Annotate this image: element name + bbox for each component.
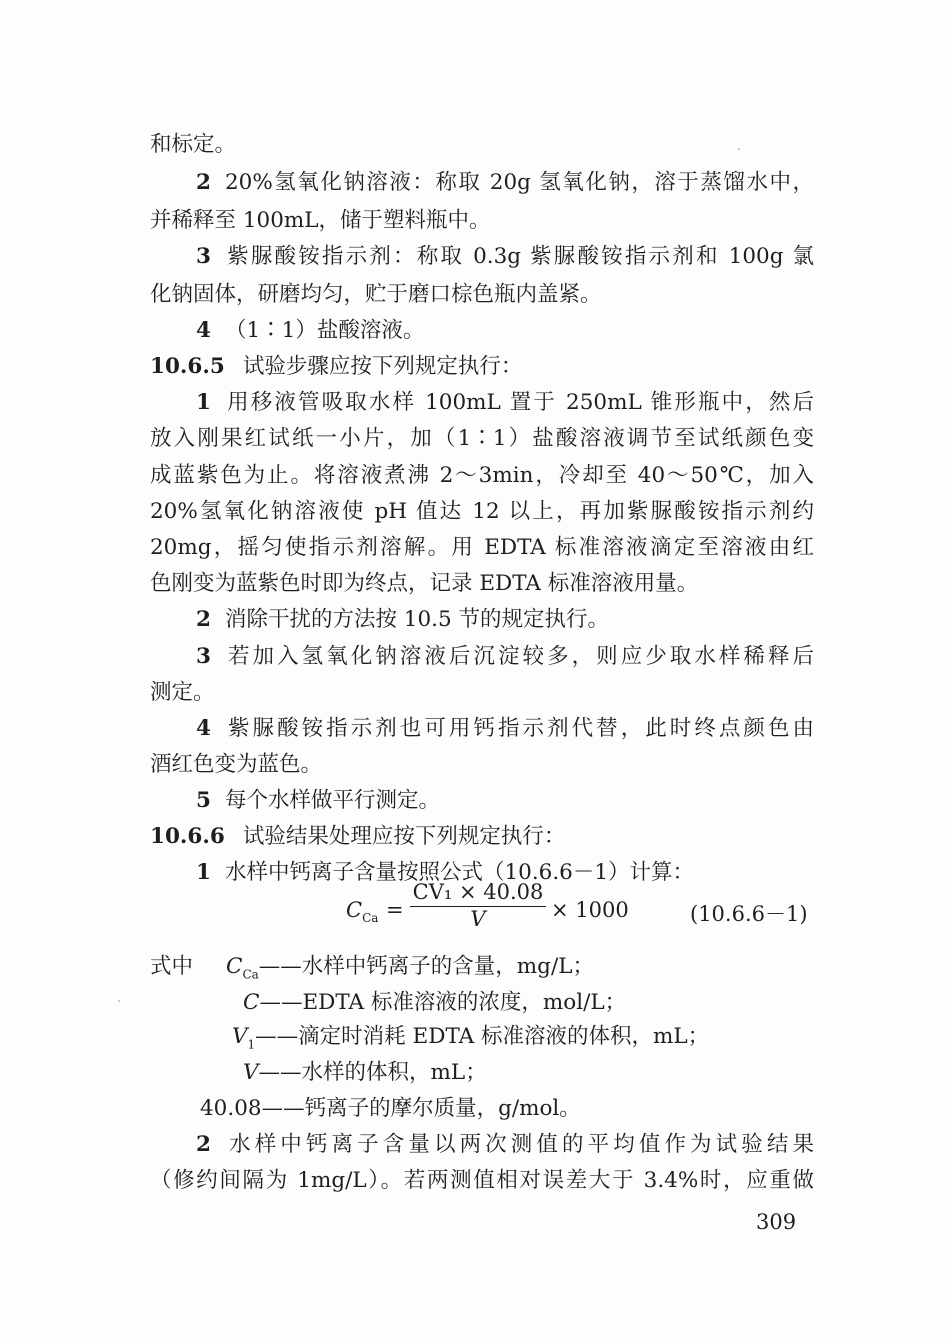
- item-4-line: 4 （1∶1）盐酸溶液。: [196, 318, 425, 343]
- section-10-6-5-heading: 10.6.5 试验步骤应按下列规定执行：: [150, 354, 523, 379]
- section-10-6-6-heading: 10.6.6 试验结果处理应按下列规定执行：: [150, 824, 566, 849]
- text-line: 化钠固体，研磨均匀，贮于磨口棕色瓶内盖紧。: [150, 282, 602, 307]
- variables-intro: 式中: [150, 954, 194, 979]
- text-line: 放入刚果红试纸一小片，加（1∶1）盐酸溶液调节至试纸颜色变: [150, 426, 814, 451]
- result-2-line: 2 水样中钙离子含量以两次测值的平均值作为试验结果: [196, 1132, 814, 1157]
- variable-def: C——EDTA 标准溶液的浓度，mol/L；: [243, 990, 627, 1015]
- formula-denominator: V: [470, 907, 486, 931]
- formula-fraction: [410, 880, 546, 931]
- text-line: 20%氢氧化钠溶液使 pH 值达 12 以上，再加紫脲酸铵指示剂约: [150, 499, 814, 524]
- text-line: 和标定。: [150, 132, 237, 157]
- text-line: 色刚变为蓝紫色时即为终点，记录 EDTA 标准溶液用量。: [150, 571, 699, 596]
- step-4-line: 4 紫脲酸铵指示剂也可用钙指示剂代替，此时终点颜色由: [196, 716, 814, 741]
- scan-speck: [118, 1000, 120, 1002]
- text-line: 并稀释至 100mL，储于塑料瓶中。: [150, 208, 491, 233]
- text-line: 酒红色变为蓝色。: [150, 752, 323, 777]
- step-1-line: 1 用移液管吸取水样 100mL 置于 250mL 锥形瓶中，然后: [196, 390, 814, 415]
- scan-speck: [738, 148, 740, 150]
- formula-equals: =: [386, 898, 404, 922]
- text-line: 20mg，摇匀使指示剂溶解。用 EDTA 标准溶液滴定至溶液由红: [150, 535, 814, 560]
- variable-def: $C_{Ca}——$水样中钙离子的含量，mg/L；: [226, 954, 594, 982]
- formula-numerator: CV₁ × 40.08: [410, 880, 546, 907]
- result-1-line: 1 水样中钙离子含量按照公式（10.6.6－1）计算：: [196, 860, 695, 885]
- calcium-formula: [346, 880, 636, 940]
- formula-rhs: × 1000: [551, 898, 629, 922]
- variable-def: $V_1——$滴定时消耗 EDTA 标准溶液的体积，mL；: [232, 1024, 710, 1052]
- formula-number: (10.6.6－1): [690, 902, 808, 926]
- text-line: 测定。: [150, 680, 215, 705]
- step-3-line: 3 若加入氢氧化钠溶液后沉淀较多，则应少取水样稀释后: [196, 644, 814, 669]
- step-2-line: 2 消除干扰的方法按 10.5 节的规定执行。: [196, 607, 610, 632]
- variable-def: V——水样的体积，mL；: [243, 1060, 487, 1085]
- text-line: 成蓝紫色为止。将溶液煮沸 2～3min，冷却至 40～50℃，加入: [150, 463, 814, 488]
- page-number: 309: [756, 1210, 797, 1234]
- formula-lhs: $C_{Ca}$: [346, 898, 379, 926]
- step-5-line: 5 每个水样做平行测定。: [196, 788, 440, 813]
- variable-def: 40.08——钙离子的摩尔质量，g/mol。: [200, 1096, 581, 1121]
- item-3-line: 3 紫脲酸铵指示剂：称取 0.3g 紫脲酸铵指示剂和 100g 氯: [196, 244, 814, 269]
- item-2-line: 2 20%氢氧化钠溶液：称取 20g 氢氧化钠，溶于蒸馏水中，: [196, 170, 814, 195]
- text-line: （修约间隔为 1mg/L）。若两测值相对误差大于 3.4%时，应重做: [150, 1168, 814, 1193]
